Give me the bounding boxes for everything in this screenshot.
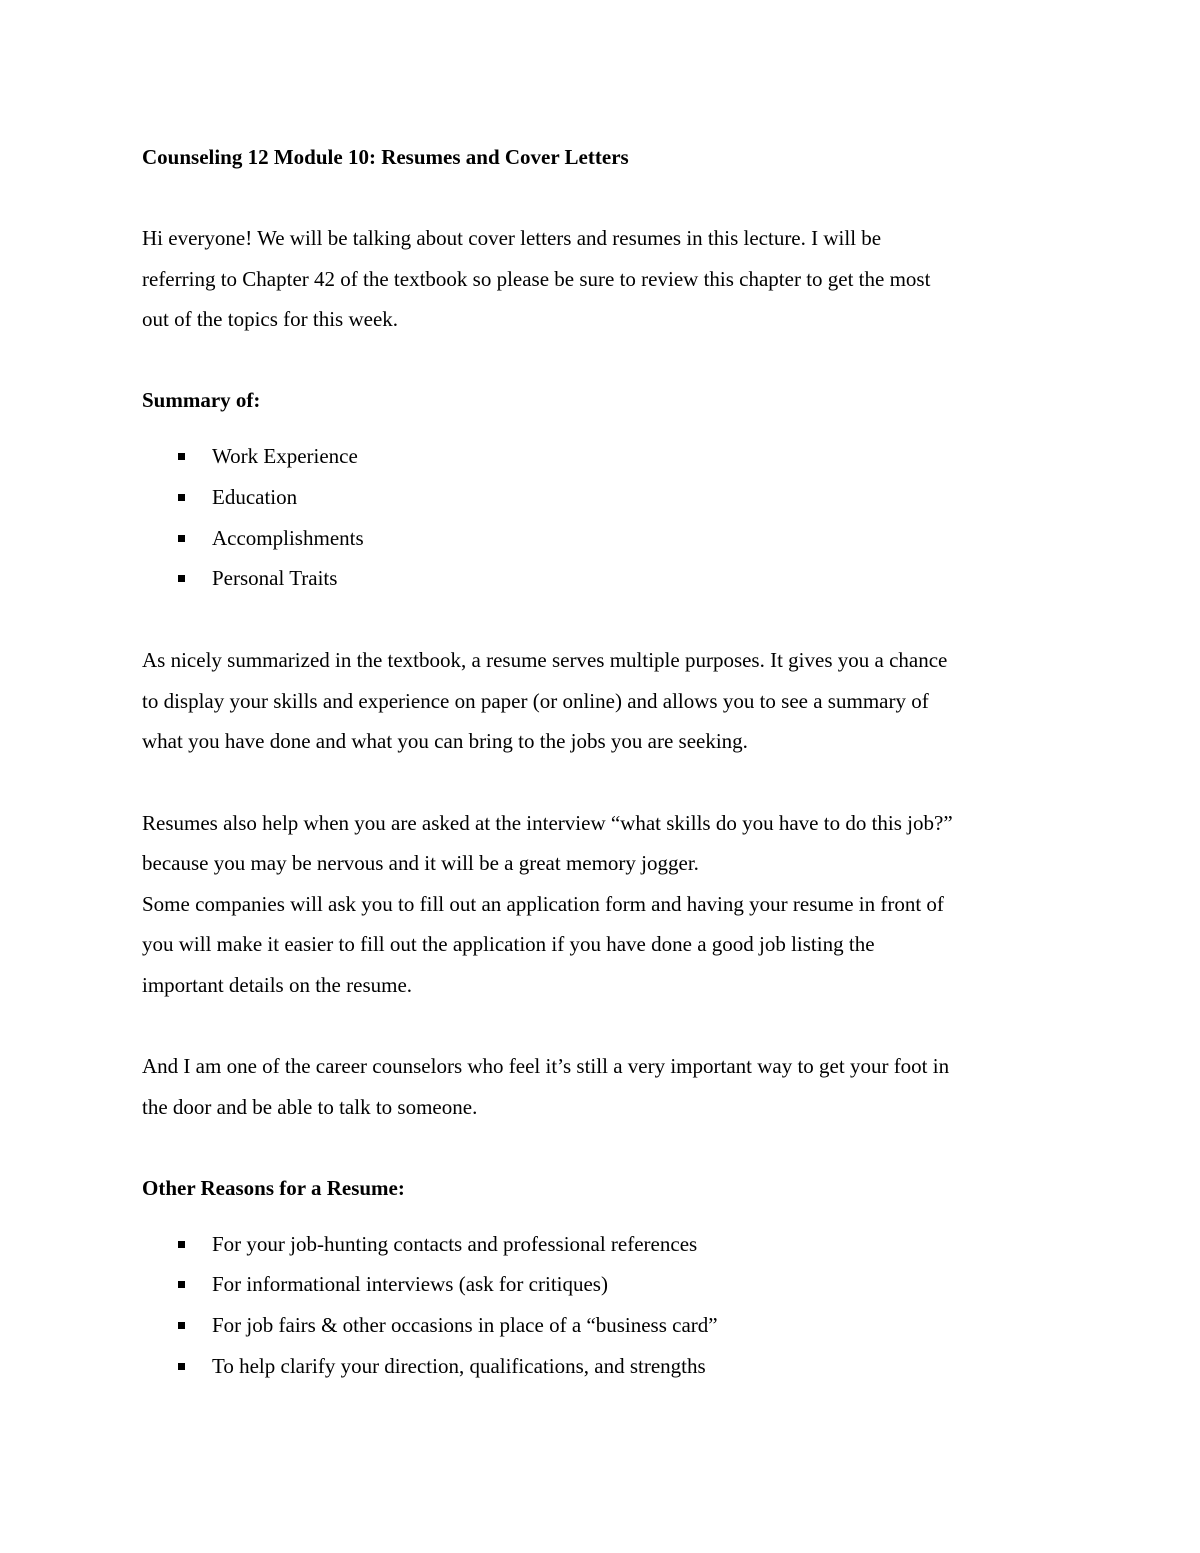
paragraph-counselor-line-2: the door and be able to talk to someone. [142, 1095, 478, 1119]
paragraph-interview-line-3: Some companies will ask you to fill out an application form and having your resume in front of [142, 892, 944, 916]
paragraph-counselor-line-1: And I am one of the career counselors who feel it’s still a very important way to get your foot in [142, 1054, 950, 1078]
square-bullet-icon [178, 575, 185, 582]
summary-heading: Summary of: [142, 388, 261, 412]
square-bullet-icon [178, 453, 185, 460]
reason-item-label: For job fairs & other occasions in place of a “business card” [212, 1313, 718, 1337]
paragraph-purposes-line-2: to display your skills and experience on paper (or online) and allows you to see a summary of [142, 689, 929, 713]
summary-item-label: Personal Traits [212, 566, 338, 590]
paragraph-interview-line-4: you will make it easier to fill out the application if you have done a good job listing the [142, 932, 875, 956]
paragraph-interview-line-1: Resumes also help when you are asked at the interview “what skills do you have to do this job?” [142, 811, 953, 835]
summary-item-label: Accomplishments [212, 526, 364, 550]
reason-item-label: For your job-hunting contacts and professional references [212, 1232, 698, 1256]
paragraph-purposes-line-3: what you have done and what you can bring to the jobs you are seeking. [142, 729, 748, 753]
paragraph-interview-line-5: important details on the resume. [142, 973, 413, 997]
other-reasons-heading: Other Reasons for a Resume: [142, 1176, 405, 1200]
reason-item-label: For informational interviews (ask for critiques) [212, 1272, 608, 1296]
paragraph-interview-line-2: because you may be nervous and it will be a great memory jogger. [142, 851, 699, 875]
intro-line-2: referring to Chapter 42 of the textbook so please be sure to review this chapter to get the most [142, 267, 931, 291]
square-bullet-icon [178, 494, 185, 501]
summary-item-label: Work Experience [212, 444, 358, 468]
paragraph-purposes-line-1: As nicely summarized in the textbook, a resume serves multiple purposes. It gives you a chance [142, 648, 948, 672]
square-bullet-icon [178, 1281, 185, 1288]
square-bullet-icon [178, 1322, 185, 1329]
reason-item-label: To help clarify your direction, qualifications, and strengths [212, 1354, 706, 1378]
square-bullet-icon [178, 535, 185, 542]
square-bullet-icon [178, 1241, 185, 1248]
intro-line-3: out of the topics for this week. [142, 307, 399, 331]
document-title: Counseling 12 Module 10: Resumes and Cover Letters [142, 145, 629, 169]
square-bullet-icon [178, 1363, 185, 1370]
summary-item-label: Education [212, 485, 298, 509]
intro-line-1: Hi everyone! We will be talking about cover letters and resumes in this lecture. I will be [142, 226, 882, 250]
